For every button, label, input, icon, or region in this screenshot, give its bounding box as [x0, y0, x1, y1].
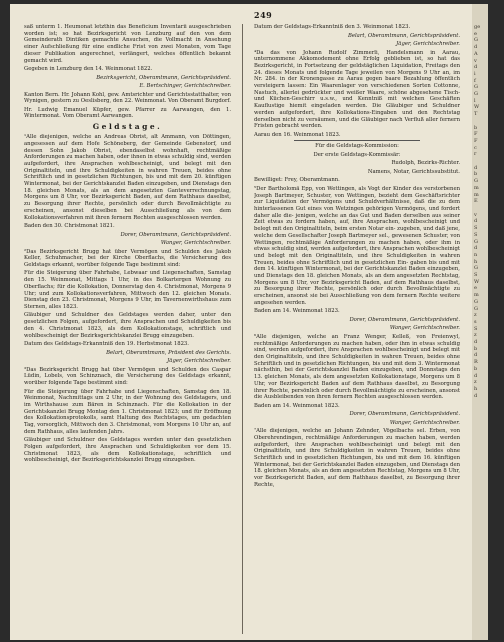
signature-line: Dorer, Oberamtmann, Gerichtspräsident.	[349, 316, 460, 323]
text-paragraph: ⁵Der Bartholomä Epp, von Wettingen, als Vogt der Kinder des verstorbenen Joseph Bartmeyer, Schuster, von Wettingen, bezieht dem Geschäftsrichter zur Liquidation der Vermögens und Schuldverhältnisse, daß die zu dem hinterlassenen Gut eines von Wetzingen gehörigen Vermögens, und fordert daher alle die- jenigen, welche an das Gut und Baden derselben aus seiner Zeit etwas zu fordern haben, auf, ihre Ansprachen, wohlbescheinigt und belegt mit den Originaltiteln, beim ersten Notar ein- zugeben, und daß jene, welche dem Gesellschafter Joseph Bartmeyer sel., gewesenen Schuster, von Wettingen, rechtmäßige Anforderungen zu machen haben, oder ihm in etwas schuldig sind, werden aufgefordert, ihre Ansprachen wohlbescheinigt und belegt mit den Originaltiteln, und ihre Schuldigkeiten in wahren Treuen, beides ohne Schriftlich und in gesetzlichen Ein- gaben bis und mit dem 14. künftigen Wintermonat, bei der Gerichtskanzlei Baden einzugeben, und Dienstags den 18. gleichen Monats, als an dem angesetzten Rechtstag, Morgens um 8 Uhr, vor Bezirksgericht Baden, auf dem Rathhaus daselbst, zu Besorgung ihrer Rechte, persönlich oder durch Bevollmächtigte zu erscheinen, ansonst sie bei Ausschließung von dem fernern Rechte weitere angesehen werden.	[254, 185, 460, 306]
text-paragraph: saß unterm 1. Heumonat letzthin das Beneficium Inventarii ausgeschrieben worden ist; so hat Bezirksgericht von Lenzburg auf den von dem Gemeinderath Dintiken gemachte Ansuchen, die Vollmacht in Ansehung einer Aufschließung für eine endliche Frist von zwei Monaten, vom Tage dieser Publikation angerechnet, verlängert, welches öffentlich bekannt gemacht wird.	[24, 24, 231, 64]
signature-line: Dorer, Oberamtmann, Gerichtspräsident.	[349, 411, 460, 418]
separator-rule	[294, 140, 420, 141]
section-heading: Geldstage.	[92, 122, 163, 132]
signature-line: Belart, Oberamtmann, Präsident des Gerichts.	[106, 349, 231, 356]
adjacent-page-edge	[472, 4, 488, 640]
text-paragraph: Aarau den 16. Weinmonat 1823.	[254, 131, 341, 138]
text-paragraph: Datum der Geldstags-Erkanntniß den 3. Weinmonat 1823.	[254, 24, 411, 30]
text-paragraph: ³Das Bezirksgericht Brugg hat über Vermögen und Schulden des Caspar Lüdin, Lobels, von Schinznach, die Versicherung des Geldstags erkannt, worüber folgende Tage bestimmt sind:	[24, 366, 231, 386]
signature-line: Jäger, Gerichtschreiber.	[167, 358, 231, 365]
signature-line: Jäger, Gerichtschreiber.	[396, 41, 460, 47]
column-divider	[242, 24, 243, 634]
page-number: 249	[254, 10, 273, 20]
text-paragraph: Gläubiger und Schuldner des Geldstages werden daher, unter den gesetzlichen Folgen, aufgefordert, ihre Ansprachen und Schuldigkeiten bis den 4. Christmonat 1823, als dem Kollokationstage, schriftlich und wohlbescheinigt der Bezirksgerichtskanzlei Brugg einzugeben.	[24, 312, 231, 339]
signature-line: Bezirksgericht, Oberamtmann, Gerichtspräsident.	[96, 74, 231, 81]
text-paragraph: Baden den 30. Christmonat 1821.	[24, 223, 115, 230]
signature-line: Wanger, Gerichtschreiber.	[389, 325, 460, 332]
signature-line: Wanger, Gerichtschreiber.	[160, 240, 231, 247]
text-paragraph: Kanton Bern. Hr. Johann Kohl, gew. Amtsrichter und Gerichtsstatthalter, von Wynigen, gestern zu Oeslisberg, den 22. Weinmonat. Von Oberamt Burgdorf.	[24, 91, 231, 105]
text-paragraph: ⁷Alle diejenigen, welche an Johann Zehnder, Vögelbachs sel. Erben, von Oberehrendingen, rechtmäßige Anforderungen zu machen haben, werden aufgefordert, ihre Ansprachen wohlbescheinigt und belegt mit den Originaltiteln, und ihre Schuldigkeiten in wahren Treuen, beides ohne Schriftlich und in gesetzlichen Richtungen, bis und mit dem 16. künftigen Wintermonat, bei der Gerichtskanzlei Baden einzugeben, und Dienstags den 18. gleichen Monats, als an dem angesetzten Rechtstag, Morgens um 8 Uhr, vor Bezirksgericht Baden, auf dem Rathhaus daselbst, zu Besorgung ihrer Rechte,	[254, 428, 460, 488]
text-paragraph: Datum des Geldstags-Erkanntniß den 19. Herbstmonat 1823.	[24, 341, 189, 348]
text-paragraph: Hr. Ludwig Emanuel Küpfer, gew. Pfarrer zu Aarwangen, den 1. Wintermonat. Vom Oberamt Aarwangen.	[24, 106, 231, 120]
text-paragraph: Der erste Geldstags-Kommissär:	[313, 151, 401, 158]
text-paragraph: Namens, Notar, Gerichtssubstitut.	[367, 168, 460, 175]
text-paragraph: Gegeben in Lenzburg den 14. Weinmonat 1822.	[24, 66, 153, 73]
signature-line: Belart, Oberamtmann, Gerichtspräsident.	[347, 32, 460, 39]
text-paragraph: ⁶Alle diejenigen, welche an Franz Wenger, Kelleß, von Freienwyl, rechtmäßige Anforderungen zu machen haben, oder ihm in etwas schuldig sind, werden aufgefordert, ihre Ansprachen wohlbescheinigt und belegt mit den Originaltiteln, und ihre Schuldigkeiten in wahren Treuen, beides ohne Schriftlich und in gesetzlichen Richtungen, bis und mit dem 3. Wintermonat nächsthin, bei der Gerichtskanzlei Baden einzugeben, und Donnstags den 13. gleichen Monats, als dem angesetzten Kollokationstage, Morgens um 8 Uhr, vor Bezirksgericht Baden auf dem Rathhaus daselbst, zu Besorgung ihrer Rechte, persönlich oder durch Bevollmächtigte zu erscheinen, ansonst die Ausbleibenden von ihren fernern Rechten ausgeschlossen werden.	[254, 333, 460, 401]
newspaper-page	[10, 4, 488, 640]
text-paragraph: Gläubiger und Schuldner des Geldstages werden unter den gesetzlichen Folgen aufgefordert, ihre Ansprachen und Schuldigkeiten vor dem 15. Christmonat 1823, als dem Kollokationstage, schriftlich und wohlbescheinigt, der Bezirksgerichtskanzlei Brugg einzugeben.	[24, 437, 231, 464]
text-paragraph: Baden am 14. Weinmonat 1823.	[254, 402, 340, 409]
text-paragraph: ¹Alle diejenigen, welche an Andreas Obrist, alt Ammann, von Döttingen, angesessen auf dem Hofe Schöneberg, der Gemeinde Gebenstorf, und dessen Sohn Jakob Obrist, ebendaselbst wohnhaft, rechtmäßige Anforderungen zu machen haben, oder ihnen in etwas schuldig sind, werden aufgefordert, ihre Ansprachen wohlbescheinigt, und belegt mit den Originaltiteln, und ihre Schuldigkeiten in wahren Treuen, beides ohne Schriftlich und in gesetzlichen Richtungen, bis und mit dem 20. künftigen Wintermonat, bei der Gerichtskanzlei Baden einzugeben, und Dienstags den 18. gleichen Monats, als an dem angesetzten Ganteverrechnungstag, Morgens um 8 Uhr, vor Bezirksgericht Baden, auf dem Rathhaus daselbst, zu Besorgung ihrer Rechte, persönlich oder durch Bevollmächtigte zu erscheinen, ansonst dieselben bei Ausschließung als von dem Kollokationsverfahren mit ihren fernern Rechten ausgeschlossen werden.	[24, 134, 231, 221]
signature-line: E. Bertschinger, Gerichtschreiber.	[139, 83, 231, 90]
right-column	[254, 24, 460, 636]
text-paragraph: Für die Steigerung über Fahrhabe und Liegenschaften, Samstag den 18. Weinmonat, Nachmittags um 2 Uhr, in der Wohnung des Geldstagers, und im Wirthshause zum Bären in Schinznach. Für die Kollokation in der Gerichtskanzlei Brugg Montag den 1. Christmonat 1823; und für Eröffnung des Kollokationsprotokolls, samt Haltung des Rechtstages, um gedachten Tag, vorsorglich, Mittwoch den 3. Christmonat, vom Morgens 10 Uhr an, auf dem Rathhaus, alles laufenden Jahrs.	[24, 388, 231, 435]
left-column	[24, 24, 231, 636]
text-paragraph: Rudolph, Bezirks-Richter.	[391, 160, 460, 167]
text-paragraph: Für die Geldstags-Kommission:	[315, 143, 399, 150]
text-paragraph: Für die Steigerung über Fahrhabe, Lebwaar und Liegenschaften, Samstag den 15. Weinmonat, Mittags 1 Uhr, in des Bolkartergen Wohnung zu Oberflachs; für die Kollokation, Donnerstag den 4. Christmonat, Morgens 9 Uhr; und zum Kollokationsverfahren, Mittwoch den 12. gleichen Monats. Dienstag den 23. Christmonat, Morgens 9 Uhr, im Tavernenwirthshaus zum Sternen, alles 1823.	[24, 270, 231, 310]
text-paragraph: ²Das Bezirksgericht Brugg hat über Vermögen und Schulden des Jakob Keller, Schuhmacher, bei der Kirche Oberflachs, die Versicherung des Geldstags erkannt, worüber folgende Tage bestimmt sind:	[24, 248, 231, 268]
text-paragraph: Baden am 14. Weinmonat 1823.	[254, 308, 340, 315]
signature-line: Wanger, Gerichtschreiber.	[389, 419, 460, 426]
text-paragraph: Bewilliget: Frey, Oberamtmann.	[254, 177, 340, 184]
signature-line: Dorer, Oberamtmann, Gerichtspräsident.	[120, 231, 231, 238]
text-paragraph: ⁴Da das von Johann Rudolf Zimmerli, Handelsmann in Aarau, unternommene Akkomodement ohne Erfolg geblieben ist, so hat das Bezirksgericht, in Fortsetzung der geldstäglichen Liquidation, Freitags den 24. dieses Monats und folgende Tage jeweilen von Morgens 9 Uhr an, im Nr. 284. in der Kronengasse zu Aarau gegen baare Bezahlung öffentlich versteigern lassen: Ein Waarenlager von verschiedenen Sorten Cottonne, Nastuch, allerlei gedrückter und weißer Waare, schöne abgesehene Tisch- und Küchen-Geschirr u.s.w., und Kenntniß mit welchen Geschäften Kauflustige hiemit eingeladen werden. Die Gläubiger und Schuldner werden aufgefordert, ihre Kollokations-Eingaben und den Rechtstag derselben nicht zu versäumen, und die Gläubiger nach Verfluß aller fernern Fristen gebracht werden.	[254, 49, 460, 130]
adjacent-page-text: ge e G d A v d i f G G l W T b F F c r d b G m m E v d S S G d n h G S W e m G G z s S z d b d R b d z h d	[474, 24, 481, 399]
